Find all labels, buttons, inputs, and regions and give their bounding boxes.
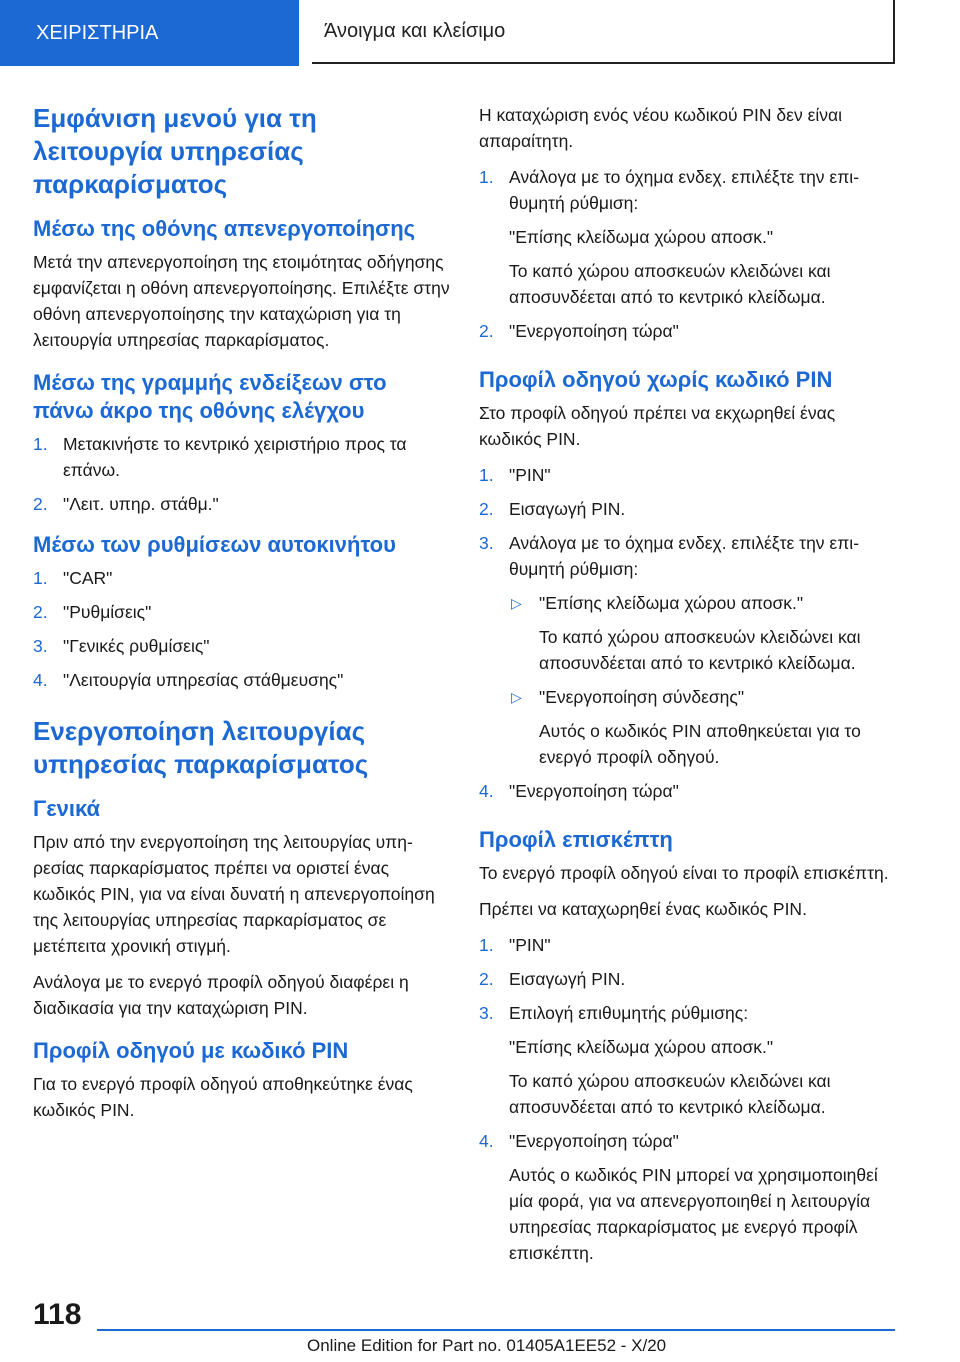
paragraph: Μετά την απενεργοποίηση της ετοιμότητας οδήγησης εμφανίζεται η οθόνη απενεργοποίησης. Επιλέξτε στην οθόνη απενεργοποίησης την καταχώριση για τη λειτουργία υπηρεσίας παρκαρίσματος. — [33, 252, 450, 350]
bullet-note: Αυτός ο κωδικός PIN αποθηκεύεται για το ενεργό προφίλ οδηγού. — [539, 721, 861, 767]
step-text: Μετακινήστε το κεντρικό χειριστήριο προς τα επάνω. — [63, 434, 407, 480]
step-option: "Επίσης κλείδωμα χώρου αποσκ." — [509, 1037, 774, 1057]
list-item — [33, 431, 451, 483]
step-number: 2. — [33, 602, 48, 622]
heading-profile-without-pin: Προφίλ οδηγού χωρίς κωδικό PIN — [479, 367, 833, 392]
step-note: Αυτός ο κωδικός PIN μπορεί να χρησιμοποιηθεί μία φορά, για να απενεργοποιηθεί η λειτουργία υπηρεσίας παρκαρίσματος με ενεργό προφίλ επισκέπτη. — [509, 1165, 878, 1263]
step-number: 2. — [33, 494, 48, 514]
paragraph: Στο προφίλ οδηγού πρέπει να εκχωρηθεί ένας κωδικός PIN. — [479, 403, 836, 449]
step-text: "PIN" — [509, 465, 551, 485]
list-item — [479, 164, 899, 310]
step-text: Εισαγωγή PIN. — [509, 499, 626, 519]
step-number: 1. — [33, 568, 48, 588]
heading-status-bar: Μέσω της γραμμής ενδείξεων στο πάνω άκρο της οθόνης ελέγχου — [33, 370, 387, 423]
list-item — [33, 491, 451, 517]
chapter-tab[interactable]: ΧΕΙΡΙΣΤΗΡΙΑ — [0, 0, 299, 66]
page-number: 118 — [33, 1298, 82, 1331]
list-item — [479, 966, 899, 992]
step-number: 1. — [479, 167, 494, 187]
step-text: "Γενικές ρυθμίσεις" — [63, 636, 210, 656]
step-note: Το καπό χώρου αποσκευών κλειδώνει και αποσυνδέεται από το κεντρικό κλείδωμα. — [509, 1071, 831, 1117]
triangle-bullet-icon: ▷ — [511, 595, 522, 611]
step-text: Ανάλογα με το όχημα ενδεχ. επιλέξτε την επιθυμητή ρύθμιση: — [509, 167, 860, 213]
step-text: "PIN" — [509, 935, 551, 955]
triangle-bullet-icon: ▷ — [511, 689, 522, 705]
heading-guest-profile: Προφίλ επισκέπτη — [479, 827, 673, 852]
bullet-note: Το καπό χώρου αποσκευών κλειδώνει και αποσυνδέεται από το κεντρικό κλείδωμα. — [539, 627, 861, 673]
step-number: 2. — [479, 499, 494, 519]
page-header — [0, 0, 960, 66]
step-number: 4. — [479, 781, 494, 801]
footer-edition: Online Edition for Part no. 01405A1EE52 - X/20 — [307, 1336, 667, 1355]
step-number: 4. — [479, 1131, 494, 1151]
list-item — [33, 633, 451, 659]
list-item — [33, 565, 451, 591]
step-number: 1. — [33, 434, 48, 454]
step-number: 1. — [479, 465, 494, 485]
list-item — [479, 318, 899, 344]
step-text: "CAR" — [63, 568, 113, 588]
list-item — [33, 599, 451, 625]
title-activation: Ενεργοποίηση λειτουργίας υπηρεσίας παρκαρίσματος — [33, 716, 369, 779]
footer-divider — [97, 1329, 895, 1331]
step-number: 1. — [479, 935, 494, 955]
step-text: Επιλογή επιθυμητής ρύθμισης: — [509, 1003, 749, 1023]
section-title: Άνοιγμα και κλείσιμο — [312, 0, 895, 64]
step-option: "Επίσης κλείδωμα χώρου αποσκ." — [509, 227, 774, 247]
left-column — [33, 102, 451, 1133]
step-number: 3. — [479, 533, 494, 553]
list-item — [479, 932, 899, 958]
bullet-item — [509, 684, 899, 770]
step-text: "Λειτουργία υπηρεσίας στάθμευσης" — [63, 670, 344, 690]
heading-off-screen: Μέσω της οθόνης απενεργοποίησης — [33, 216, 416, 241]
right-column — [479, 102, 899, 1274]
step-number: 2. — [479, 321, 494, 341]
paragraph: Ανάλογα με το ενεργό προφίλ οδηγού διαφέρει η διαδικασία για την καταχώριση PIN. — [33, 972, 409, 1018]
step-text: "Ενεργοποίηση τώρα" — [509, 321, 679, 341]
heading-general: Γενικά — [33, 796, 101, 821]
list-item — [479, 462, 899, 488]
step-text: "Ενεργοποίηση τώρα" — [509, 1131, 679, 1151]
bullet-text: "Ενεργοποίηση σύνδεσης" — [539, 687, 745, 707]
paragraph: Το ενεργό προφίλ οδηγού είναι το προφίλ επισκέπτη. — [479, 863, 889, 883]
list-item — [479, 530, 899, 770]
heading-vehicle-settings: Μέσω των ρυθμίσεων αυτοκινήτου — [33, 532, 396, 557]
step-number: 3. — [33, 636, 48, 656]
step-text: "Ρυθμίσεις" — [63, 602, 152, 622]
paragraph: Πριν από την ενεργοποίηση της λειτουργίας υπηρεσίας παρκαρίσματος πρέπει να οριστεί ένας κωδικός PIN, για να είναι δυνατή η απενεργοποίηση της λειτουργίας υπηρεσίας παρκαρίσματος σε μετέπειτα χρονική στιγμή. — [33, 832, 435, 956]
list-item — [479, 778, 899, 804]
step-text: "Λειτ. υπηρ. στάθμ." — [63, 494, 219, 514]
paragraph: Η καταχώριση ενός νέου κωδικού PIN δεν είναι απαραίτητη. — [479, 105, 843, 151]
paragraph: Για το ενεργό προφίλ οδηγού αποθηκεύτηκε ένας κωδικός PIN. — [33, 1074, 413, 1120]
step-note: Το καπό χώρου αποσκευών κλειδώνει και αποσυνδέεται από το κεντρικό κλείδωμα. — [509, 261, 831, 307]
list-item — [479, 496, 899, 522]
step-number: 3. — [479, 1003, 494, 1023]
step-number: 2. — [479, 969, 494, 989]
title-menu-display: Εμφάνιση μενού για τη λειτουργία υπηρεσίας παρκαρίσματος — [33, 103, 317, 199]
list-item — [33, 667, 451, 693]
list-item — [479, 1000, 899, 1120]
list-item — [479, 1128, 899, 1266]
paragraph: Πρέπει να καταχωρηθεί ένας κωδικός PIN. — [479, 899, 807, 919]
step-text: Εισαγωγή PIN. — [509, 969, 626, 989]
heading-profile-with-pin: Προφίλ οδηγού με κωδικό PIN — [33, 1038, 349, 1063]
bullet-item — [509, 590, 899, 676]
step-number: 4. — [33, 670, 48, 690]
step-text: "Ενεργοποίηση τώρα" — [509, 781, 679, 801]
bullet-text: "Επίσης κλείδωμα χώρου αποσκ." — [539, 593, 804, 613]
step-text: Ανάλογα με το όχημα ενδεχ. επιλέξτε την επιθυμητή ρύθμιση: — [509, 533, 860, 579]
